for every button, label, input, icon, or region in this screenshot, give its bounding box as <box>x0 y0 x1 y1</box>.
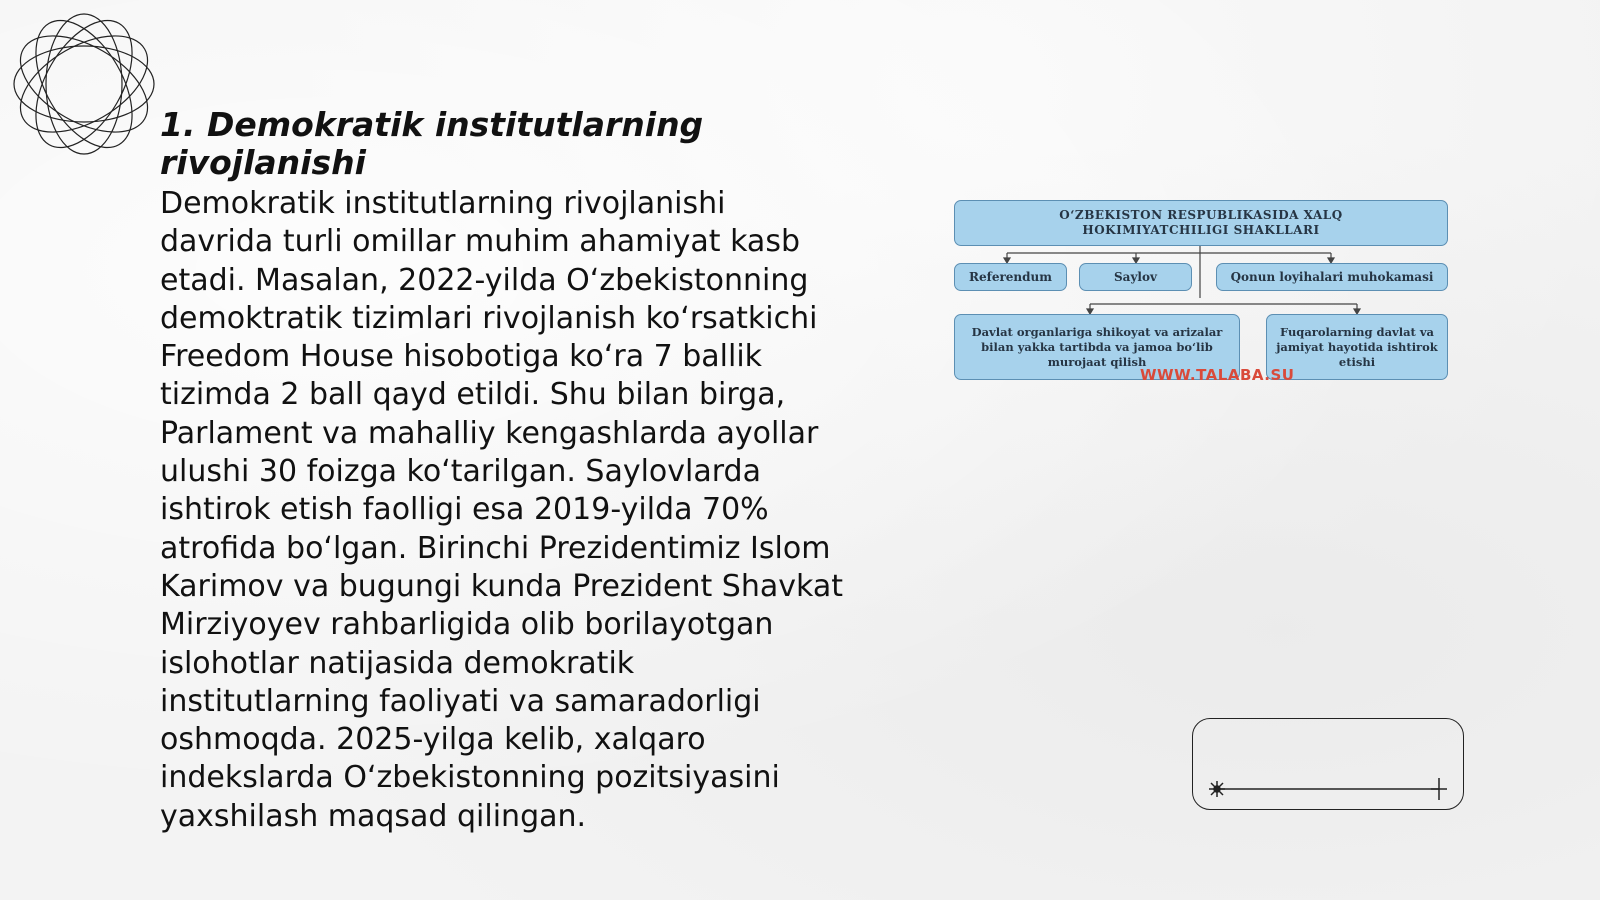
decorative-line-box <box>1192 718 1464 810</box>
diagram-box-saylov: Saylov <box>1079 263 1192 291</box>
decorative-rings-icon <box>10 10 158 158</box>
sparkle-icon <box>1209 781 1225 797</box>
diagram-box-davlat: Davlat organlariga shikoyat va arizalar bilan yakka tartibda va jamoa bo‘lib murojaat qilish <box>954 314 1240 380</box>
body-paragraph: Demokratik institutlarning rivojlanishi davrida turli omillar muhim ahamiyat kasb etadi. Masalan, 2022-yilda O‘zbekistonning demoktratik tizimlari rivojlanish ko‘rsatkichi Freedom House hisobotiga ko‘ra 7 ballik tizimda 2 ball qayd etildi. Shu bilan birga, Parlament va mahalliy kengashlarda ayollar ulushi 30 foizga ko‘tarilgan. Saylovlarda ishtirok etish faolligi esa 2019-yilda 70% atrofida bo‘lgan. Birinchi Prezidentimiz Islom Karimov va bugungi kunda Prezident Shavkat Mirziyoyev rahbarligida olib borilayotgan islohotlar natijasida demokratik institutlarning faoliyati va samaradorligi oshmoqda. 2025-yilga kelib, xalqaro indekslarda O‘zbekistonning pozitsiyasini yaxshilash maqsad qilingan. <box>160 186 843 834</box>
diagram-header-line2: HOKIMIYATCHILIGI SHAKLLARI <box>1082 223 1320 237</box>
star-icon <box>1431 778 1447 800</box>
diagram-header-line1: O‘ZBEKISTON RESPUBLIKASIDA XALQ <box>1059 208 1343 222</box>
diagram-box-referendum: Referendum <box>954 263 1067 291</box>
diagram-watermark: WWW.TALABA.SU <box>1140 366 1295 384</box>
diagram-box-qonun: Qonun loyihalari muhokamasi <box>1216 263 1448 291</box>
people-power-diagram <box>950 200 1450 390</box>
diagram-header-box <box>954 200 1448 246</box>
slide-title: 1. Demokratik institutlarning rivojlanishi <box>160 105 704 182</box>
diagram-box-fuqarolar: Fuqarolarning davlat va jamiyat hayotida ishtirok etishi <box>1266 314 1448 380</box>
